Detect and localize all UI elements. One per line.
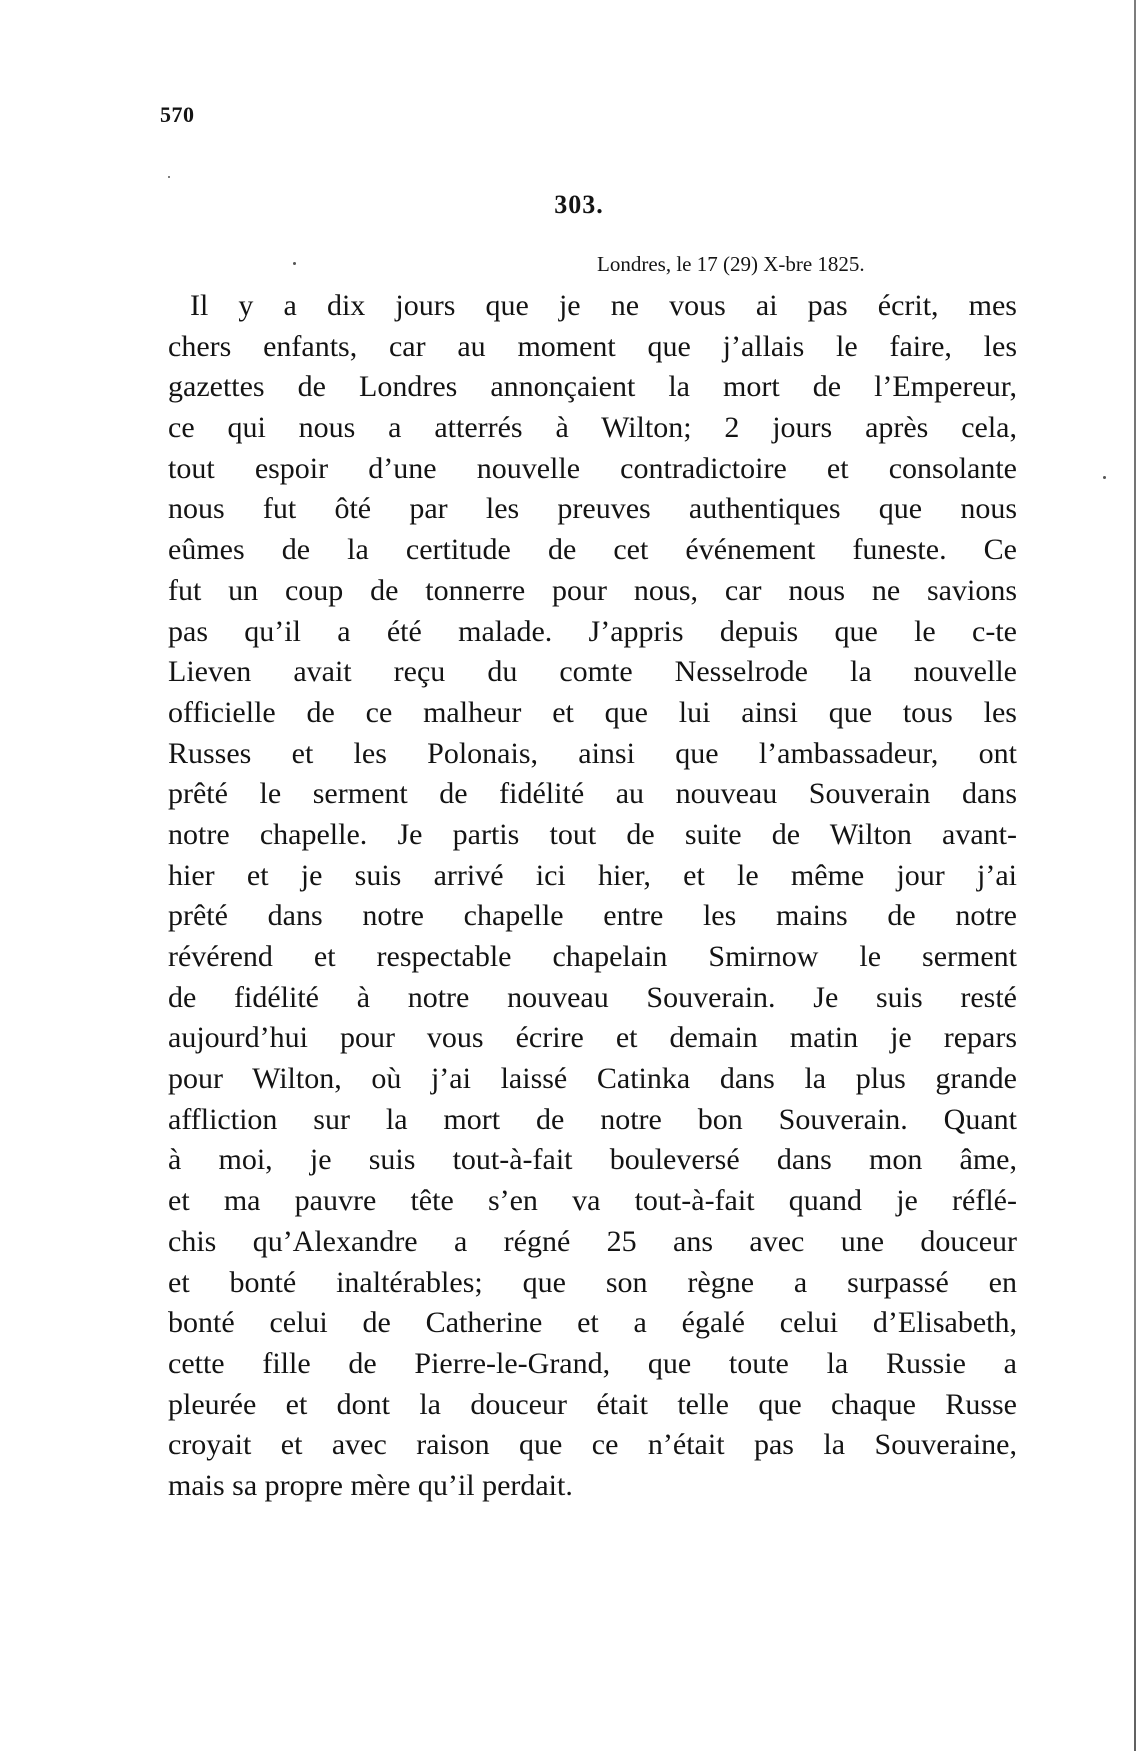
text-line: de fidélité à notre nouveau Souverain. Je suis resté [168, 980, 1017, 1014]
text-line: ce qui nous a atterrés à Wilton; 2 jours après cela, [168, 411, 1017, 445]
text-line: officielle de ce malheur et que lui ainsi que tous les [168, 695, 1017, 729]
print-speck [293, 262, 296, 265]
page-edge-rule [1134, 0, 1136, 1751]
text-line: pleurée et dont la douceur était telle que chaque Russe [168, 1387, 1017, 1421]
page-number: 570 [160, 102, 195, 127]
print-speck [1103, 476, 1106, 479]
text-line: à moi, je suis tout-à-fait bouleversé dans mon âme, [168, 1143, 1017, 1177]
text-line: et ma pauvre tête s’en va tout-à-fait quand je réflé- [168, 1184, 1017, 1218]
text-line: Lieven avait reçu du comte Nesselrode la nouvelle [168, 655, 1017, 689]
text-line: pour Wilton, où j’ai laissé Catinka dans la plus grande [168, 1062, 1017, 1096]
text-line: eûmes de la certitude de cet événement funeste. Ce [168, 533, 1017, 567]
text-line: fut un coup de tonnerre pour nous, car nous ne savions [168, 573, 1017, 607]
text-line: Il y a dix jours que je ne vous ai pas écrit, mes [190, 289, 1017, 322]
text-line: croyait et avec raison que ce n’était pas la Souveraine, [168, 1428, 1017, 1462]
text-line: Russes et les Polonais, ainsi que l’ambassadeur, ont [168, 736, 1017, 770]
text-line: chis qu’Alexandre a régné 25 ans avec une douceur [168, 1224, 1017, 1258]
text-line: nous fut ôté par les preuves authentiques que nous [168, 492, 1017, 526]
text-line: révérend et respectable chapelain Smirnow le serment [168, 940, 1017, 973]
text-line: aujourd’hui pour vous écrire et demain matin je repars [168, 1021, 1017, 1055]
text-line: affliction sur la mort de notre bon Souverain. Quant [168, 1102, 1017, 1136]
text-line: cette fille de Pierre-le-Grand, que toute la Russie a [168, 1346, 1017, 1380]
text-line: prêté dans notre chapelle entre les mains de notre [168, 899, 1017, 933]
text-line: chers enfants, car au moment que j’allais le faire, les [168, 329, 1017, 363]
print-speck [168, 176, 170, 178]
letter-body [168, 286, 1017, 1507]
letter-number: 303. [554, 190, 604, 219]
text-line: prêté le serment de fidélité au nouveau Souverain dans [168, 777, 1017, 811]
text-line: tout espoir d’une nouvelle contradictoire et consolante [168, 451, 1017, 485]
text-line: bonté celui de Catherine et a égalé celui d’Elisabeth, [168, 1306, 1017, 1340]
text-line: hier et je suis arrivé ici hier, et le même jour j’ai [168, 858, 1017, 892]
text-line: mais sa propre mère qu’il perdait. [168, 1468, 573, 1502]
text-line: gazettes de Londres annonçaient la mort de l’Empereur, [168, 370, 1017, 404]
text-line: pas qu’il a été malade. J’appris depuis que le c-te [168, 614, 1017, 648]
letter-dateline: Londres, le 17 (29) X-bre 1825. [597, 252, 865, 276]
text-line: et bonté inaltérables; que son règne a surpassé en [168, 1265, 1017, 1299]
text-line: notre chapelle. Je partis tout de suite de Wilton avant- [168, 817, 1017, 851]
